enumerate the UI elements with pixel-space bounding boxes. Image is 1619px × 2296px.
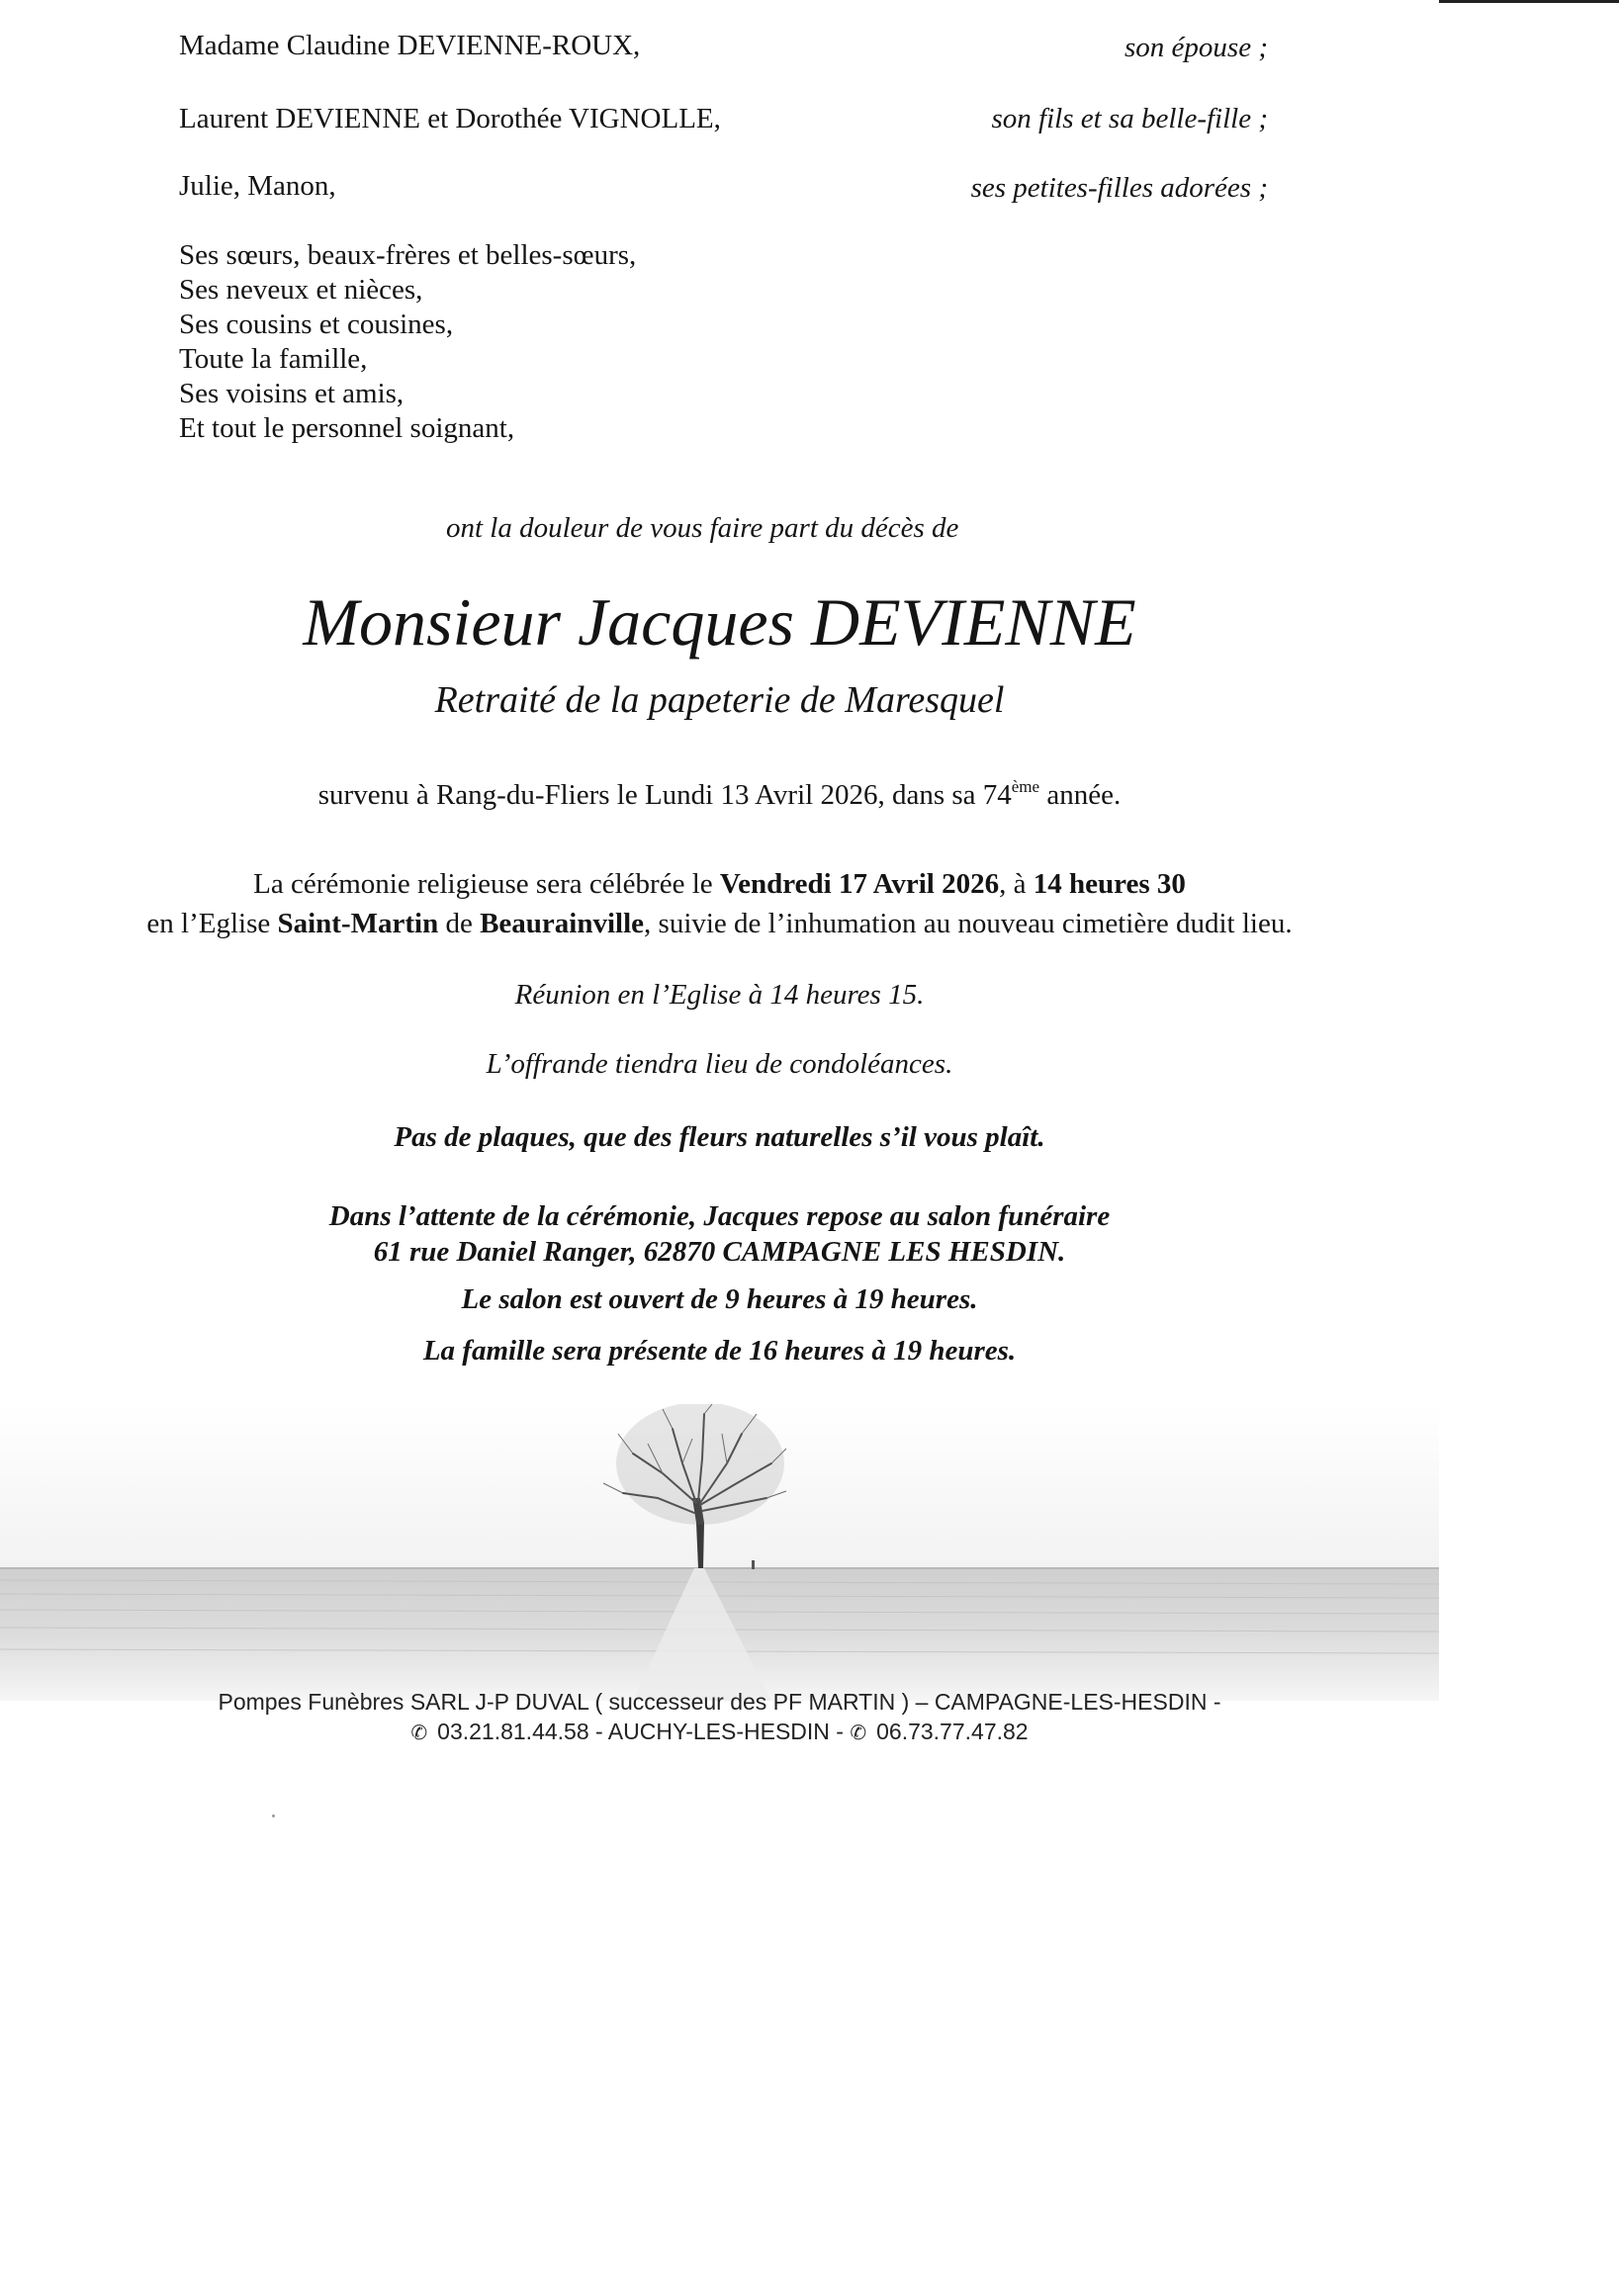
family-relation-2: son fils et sa belle-fille ; — [991, 103, 1268, 134]
church-mid: de — [438, 908, 481, 939]
offering-note: L’offrande tiendra lieu de condoléances. — [486, 1048, 953, 1080]
ceremony-date: Vendredi 17 Avril 2026 — [719, 868, 1000, 900]
death-line — [0, 779, 1439, 812]
extended-family-6: Et tout le personnel soignant, — [179, 412, 515, 444]
landscape-tree-illustration — [0, 1404, 1439, 1701]
footer-line-2 — [0, 1719, 1439, 1745]
phone-icon: ✆ — [410, 1722, 428, 1744]
family-name-1: Madame Claudine DEVIENNE-ROUX, — [179, 30, 641, 61]
footer-phone-1: 03.21.81.44.58 — [437, 1719, 589, 1744]
deceased-title: Retraité de la papeterie de Maresquel — [434, 679, 1005, 721]
extended-family-1: Ses sœurs, beaux-frères et belles-sœurs, — [179, 239, 637, 271]
rest-line-2: 61 rue Daniel Ranger, 62870 CAMPAGNE LES HESDIN. — [373, 1236, 1066, 1268]
footer-location-2: - AUCHY-LES-HESDIN - — [588, 1719, 851, 1744]
family-relation-3: ses petites-filles adorées ; — [970, 172, 1268, 204]
announcement-intro: ont la douleur de vous faire part du décès de — [446, 512, 959, 544]
salon-hours: Le salon est ouvert de 9 heures à 19 heures. — [461, 1283, 978, 1315]
extended-family-3: Ses cousins et cousines, — [179, 309, 454, 340]
gathering-note: Réunion en l’Eglise à 14 heures 15. — [514, 979, 925, 1011]
corner-rule — [1439, 0, 1619, 3]
ceremony-prefix: La cérémonie religieuse sera célébrée le — [253, 868, 720, 900]
family-name-3: Julie, Manon, — [179, 170, 336, 202]
ceremony-line-2 — [0, 908, 1439, 940]
ceremony-time: 14 heures 30 — [1033, 868, 1186, 900]
ceremony-line-1 — [0, 868, 1439, 901]
extended-family-5: Ses voisins et amis, — [179, 378, 405, 409]
extended-family-2: Ses neveux et nièces, — [179, 274, 423, 306]
death-ordinal-sup: ème — [1011, 777, 1040, 796]
footer-phone-2: 06.73.77.47.82 — [876, 1719, 1029, 1744]
flowers-note: Pas de plaques, que des fleurs naturelles s’il vous plaît. — [394, 1121, 1045, 1153]
death-text-end: année. — [1039, 779, 1122, 811]
deceased-name: Monsieur Jacques DEVIENNE — [303, 584, 1136, 660]
death-text: survenu à Rang-du-Fliers le Lundi 13 Avril 2026, dans sa 74 — [317, 779, 1012, 811]
church-prefix: en l’Eglise — [146, 908, 278, 939]
extended-family-4: Toute la famille, — [179, 343, 368, 375]
burial-text: , suivie de l’inhumation au nouveau cimetière dudit lieu. — [644, 908, 1293, 939]
ceremony-mid: , à — [999, 868, 1034, 900]
church-name: Saint-Martin — [277, 908, 439, 939]
rest-line-1: Dans l’attente de la cérémonie, Jacques repose au salon funéraire — [328, 1200, 1111, 1232]
scan-speck — [272, 1814, 275, 1817]
footer-line-1: Pompes Funèbres SARL J-P DUVAL ( successeur des PF MARTIN ) – CAMPAGNE-LES-HESDIN - — [218, 1689, 1221, 1715]
family-name-2: Laurent DEVIENNE et Dorothée VIGNOLLE, — [179, 103, 721, 134]
family-relation-1: son épouse ; — [1124, 32, 1268, 63]
family-presence: La famille sera présente de 16 heures à 19 heures. — [422, 1335, 1017, 1367]
church-town: Beaurainville — [480, 908, 645, 939]
phone-icon: ✆ — [850, 1722, 867, 1744]
